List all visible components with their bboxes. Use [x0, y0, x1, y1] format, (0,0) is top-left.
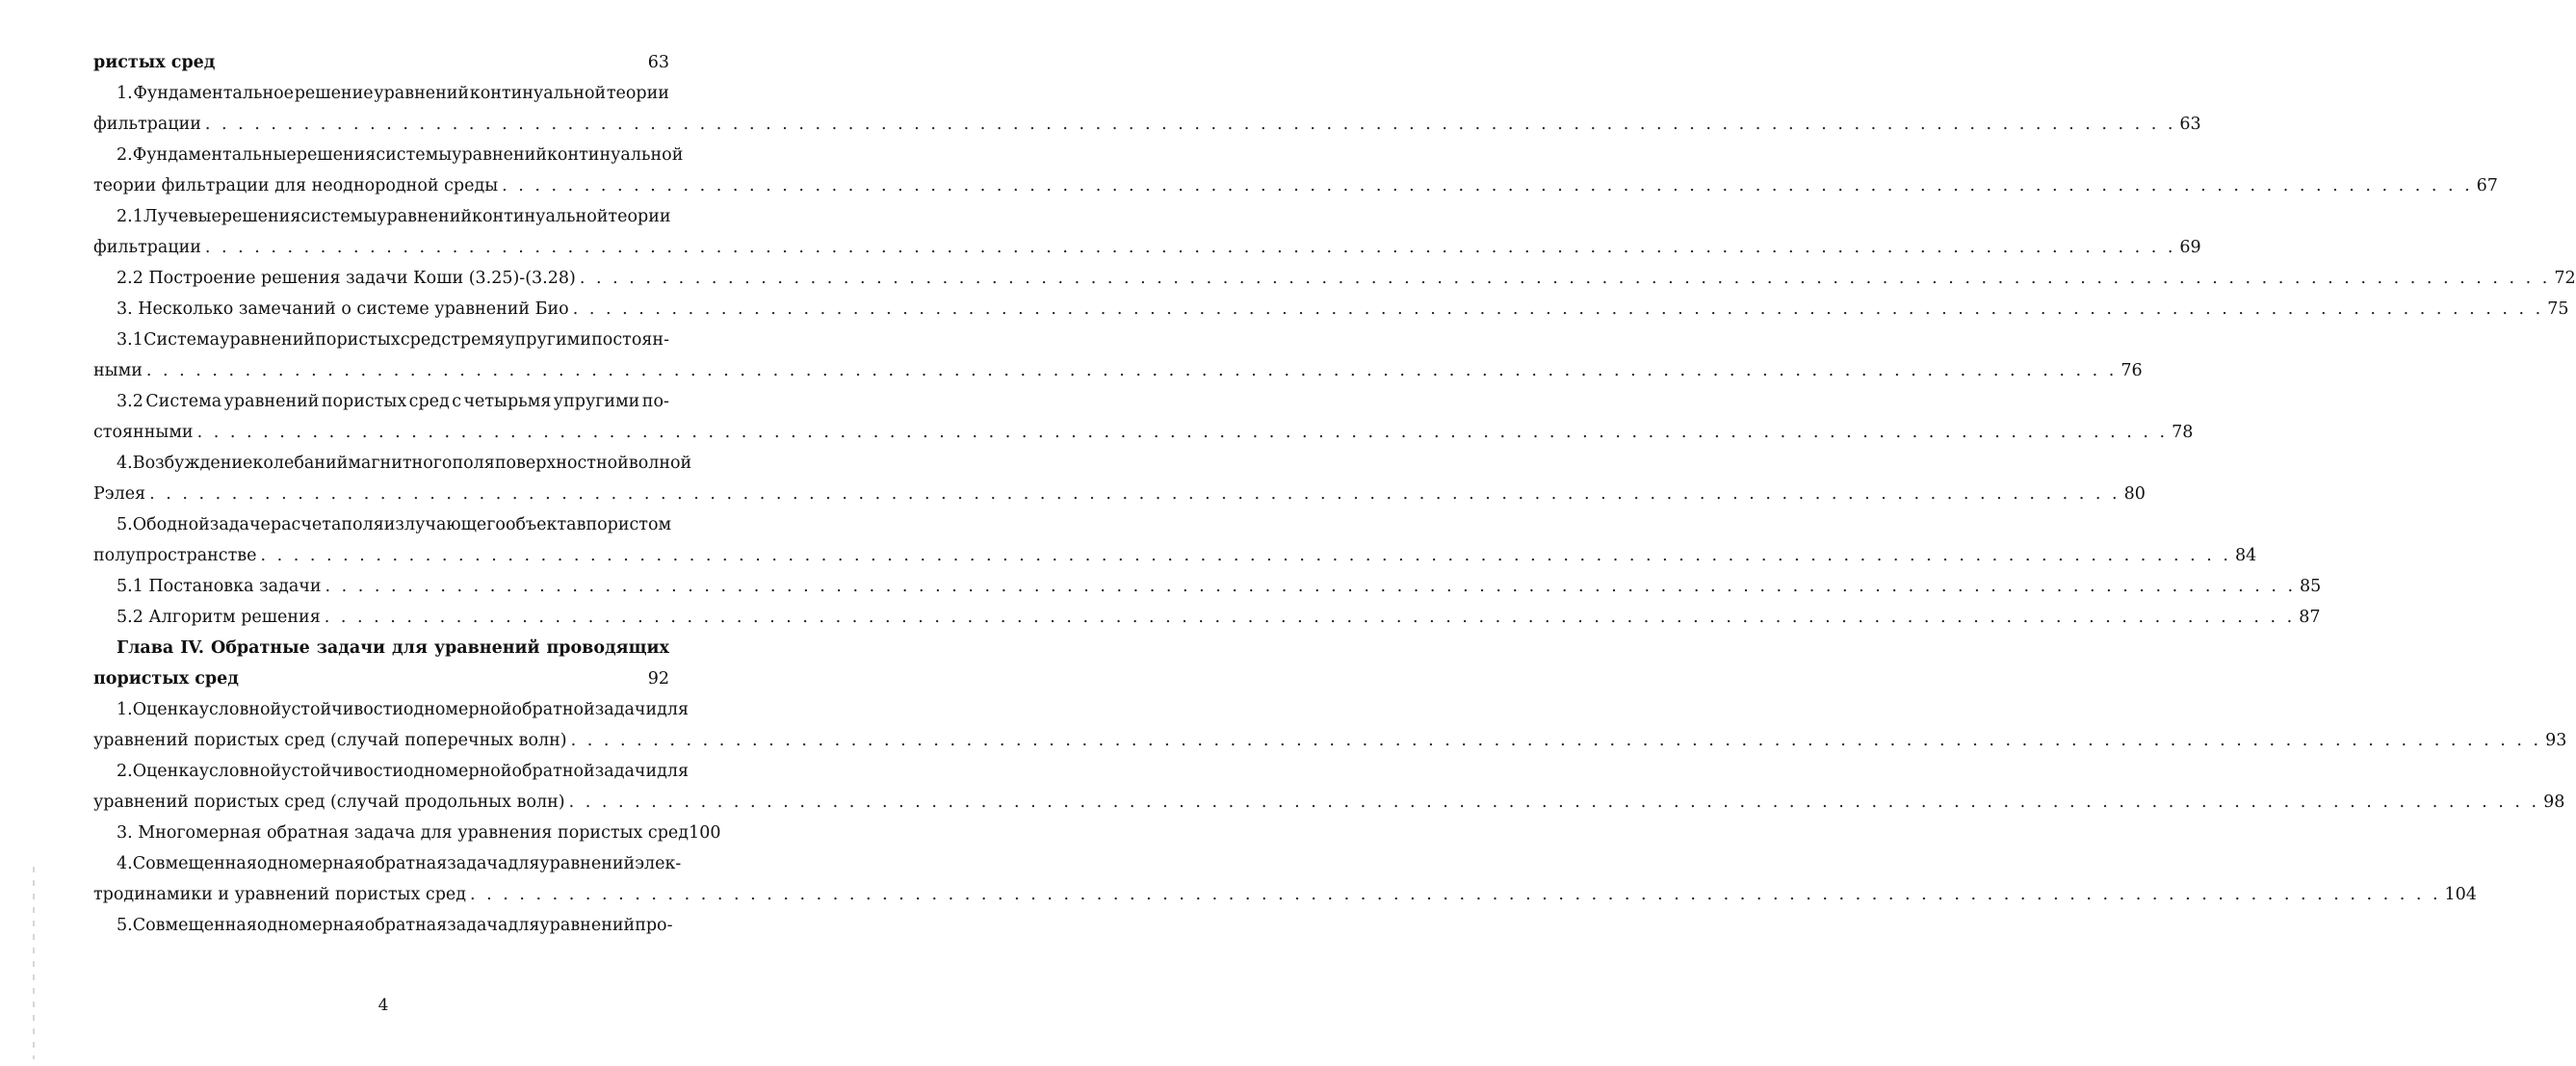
toc-line [93, 535, 2257, 566]
toc-entry-text: ными [93, 361, 143, 380]
toc-page-number: 72 [2554, 269, 2576, 288]
toc-entry-text: уравнений пористых сред (случай продольных волн) [93, 793, 565, 812]
scan-edge-artifact [33, 867, 35, 1059]
toc-line [93, 566, 2322, 597]
leader-dots: . . . . . . . . . . . . . . . . . . . . . . . . . . . . . . . . . . . . . . . . . . . . . . . . . . . . . . . . . . . . . . . . . . . . . . . . . . . . . . . . . . . . . . . . . . . . . . . . . . . . . . . . . . . . . . . . . . . . . . . . [204, 115, 2176, 134]
toc-entry-text: 4. Возбуждение колебаний магнитного поля поверхностной волной [117, 454, 692, 473]
leader-dots: . . . . . . . . . . . . . . . . . . . . . . . . . . . . . . . . . . . . . . . . . . . . . . . . . . . . . . . . . . . . . . . . . . . . . . . . . . . . . . . . . . . . . . . . . . . . . . . . . . . . . . . . . . . . . . . . . . . . . . . . [570, 731, 2542, 750]
toc-entry-text: 2.1 Лучевые решения системы уравнений континуальной теории [117, 207, 671, 226]
leader-dots: . . . . . . . . . . . . . . . . . . . . . . . . . . . . . . . . . . . . . . . . . . . . . . . . . . . . . . . . . . . . . . . . . . . . . . . . . . . . . . . . . . . . . . . . . . . . . . . . . . . . . . . . . . . . . . . . . . . . . . . . [196, 423, 2169, 442]
toc-page-number: 80 [2123, 484, 2146, 504]
toc-line [93, 659, 669, 689]
toc-entry-text: 2. Оценка условной устойчивости одномерной обратной задачи для [117, 762, 690, 781]
toc-line [93, 42, 669, 73]
toc-page-number: 87 [2299, 608, 2321, 627]
toc-entry-text: 5. Об одной задаче расчета поля излучающего объекта в пористом [117, 515, 672, 534]
leader-dots: . . . . . . . . . . . . . . . . . . . . . . . . . . . . . . . . . . . . . . . . . . . . . . . . . . . . . . . . . . . . . . . . . . . . . . . . . . . . . . . . . . . . . . . . . . . . . . . . . . . . . . . . . . . . . . . . . . . . . . . . [572, 299, 2544, 319]
leader-dots: . . . . . . . . . . . . . . . . . . . . . . . . . . . . . . . . . . . . . . . . . . . . . . . . . . . . . . . . . . . . . . . . . . . . . . . . . . . . . . . . . . . . . . . . . . . . . . . . . . . . . . . . . . . . . . . . . . . . . . . . [470, 885, 2441, 904]
toc-line [93, 813, 721, 844]
toc-line [93, 505, 672, 535]
toc-entry-text: 4. Совмещенная одномерная обратная задача для уравнений элек- [117, 854, 682, 873]
leader-dots: . . . . . . . . . . . . . . . . . . . . . . . . . . . . . . . . . . . . . . . . . . . . . . . . . . . . . . . . . . . . . . . . . . . . . . . . . . . . . . . . . . . . . . . . . . . . . . . . . . . . . . . . . . . . . . . . . . . . . . . . [579, 269, 2551, 288]
leader-dots: . . . . . . . . . . . . . . . . . . . . . . . . . . . . . . . . . . . . . . . . . . . . . . . . . . . . . . . . . . . . . . . . . . . . . . . . . . . . . . . . . . . . . . . . . . . . . . . . . . . . . . . . . . . . . . . . . . . . . . . . [260, 546, 2231, 565]
leader-dots: . . . . . . . . . . . . . . . . . . . . . . . . . . . . . . . . . . . . . . . . . . . . . . . . . . . . . . . . . . . . . . . . . . . . . . . . . . . . . . . . . . . . . . . . . . . . . . . . . . . . . . . . . . . . . . . . . . . . . . . . [568, 793, 2540, 812]
page-number: 4 [377, 996, 389, 1015]
toc-line [93, 135, 684, 166]
toc-entry-text: 5.1 Постановка задачи [117, 577, 322, 596]
toc-page-number: 104 [2444, 885, 2477, 904]
toc-line [93, 196, 669, 227]
toc-line [93, 874, 2477, 905]
toc-line [93, 689, 690, 720]
toc-line [93, 320, 669, 351]
toc-page-number: 84 [2235, 546, 2257, 565]
toc-line [93, 782, 2565, 813]
toc-line [93, 751, 690, 782]
toc-entry-text: 2.2 Построение решения задачи Коши (3.25)-(3.28) [117, 269, 576, 288]
toc-line [93, 720, 2567, 751]
toc-line [93, 474, 2146, 505]
toc-page-number: 63 [647, 53, 669, 72]
leader-dots: . . . . . . . . . . . . . . . . . . . . . . . . . . . . . . . . . . . . . . . . . . . . . . . . . . . . . . . . . . . . . . . . . . . . . . . . . . . . . . . . . . . . . . . . . . . . . . . . . . . . . . . . . . . . . . . . . . . . . . . . [145, 361, 2118, 380]
toc-line [93, 412, 2194, 443]
toc-entry-text: уравнений пористых сред (случай поперечных волн) [93, 731, 567, 750]
toc-line [93, 351, 2143, 381]
toc-entry-text: Рэлея [93, 484, 146, 504]
toc-line [93, 597, 2321, 628]
toc-entry-text: Глава IV. Обратные задачи для уравнений проводящих [117, 638, 669, 658]
toc-page-number: 92 [647, 669, 669, 689]
toc-entry-text: теории фильтрации для неоднородной среды [93, 176, 499, 195]
leader-dots: . . . . . . . . . . . . . . . . . . . . . . . . . . . . . . . . . . . . . . . . . . . . . . . . . . . . . . . . . . . . . . . . . . . . . . . . . . . . . . . . . . . . . . . . . . . . . . . . . . . . . . . . . . . . . . . . . . . . . . . . [502, 176, 2473, 195]
toc-entry-text: ристых сред [93, 53, 216, 72]
toc-line [93, 289, 2569, 320]
toc-page-number: 100 [689, 823, 721, 843]
toc-line [93, 628, 669, 659]
toc-line [93, 258, 2576, 289]
toc-line [93, 166, 2498, 196]
toc-entry-text: 3. Несколько замечаний о системе уравнений Био [117, 299, 569, 319]
toc-page-number: 76 [2121, 361, 2143, 380]
toc-entry-text: полупространстве [93, 546, 257, 565]
toc-entry-text: фильтрации [93, 115, 201, 134]
toc-line [93, 104, 2201, 135]
toc-line [93, 73, 669, 104]
leader-dots: . . . . . . . . . . . . . . . . . . . . . . . . . . . . . . . . . . . . . . . . . . . . . . . . . . . . . . . . . . . . . . . . . . . . . . . . . . . . . . . . . . . . . . . . . . . . . . . . . . . . . . . . . . . . . . . . . . . . . . . . [204, 238, 2176, 257]
toc-entry-text: 1. Оценка условной устойчивости одномерной обратной задачи для [117, 700, 690, 719]
toc-entry-text: пористых сред [93, 669, 239, 689]
toc-page-number: 78 [2172, 423, 2194, 442]
toc-line [93, 381, 669, 412]
toc-page-number: 67 [2476, 176, 2498, 195]
toc-line [93, 443, 692, 474]
toc-entry-text: 3.1 Система уравнений пористых сред с тремя упругими постоян- [117, 330, 669, 350]
toc-entry-text: фильтрации [93, 238, 201, 257]
table-of-contents [93, 42, 2576, 936]
toc-line [93, 905, 673, 936]
toc-entry-text: 2. Фундаментальные решения системы уравнений континуальной [117, 145, 684, 165]
toc-line [93, 227, 2201, 258]
toc-page-number: 69 [2179, 238, 2201, 257]
toc-entry-text: 5.2 Алгоритм решения [117, 608, 321, 627]
leader-dots: . . . . . . . . . . . . . . . . . . . . . . . . . . . . . . . . . . . . . . . . . . . . . . . . . . . . . . . . . . . . . . . . . . . . . . . . . . . . . . . . . . . . . . . . . . . . . . . . . . . . . . . . . . . . . . . . . . . . . . . . [149, 484, 2121, 504]
toc-page-number: 85 [2300, 577, 2322, 596]
toc-entry-text: стоянными [93, 423, 194, 442]
leader-dots: . . . . . . . . . . . . . . . . . . . . . . . . . . . . . . . . . . . . . . . . . . . . . . . . . . . . . . . . . . . . . . . . . . . . . . . . . . . . . . . . . . . . . . . . . . . . . . . . . . . . . . . . . . . . . . . . . . . . . . . . [325, 577, 2297, 596]
toc-entry-text: 1. Фундаментальное решение уравнений континуальной теории [117, 84, 669, 103]
toc-page-number: 93 [2545, 731, 2567, 750]
toc-page-number: 98 [2543, 793, 2565, 812]
toc-line [93, 844, 682, 874]
toc-entry-text: 5. Совмещенная одномерная обратная задача для уравнений про- [117, 916, 673, 935]
toc-entry-text: тродинамики и уравнений пористых сред [93, 885, 467, 904]
toc-page-number: 75 [2547, 299, 2569, 319]
toc-entry-text: 3.2 Система уравнений пористых сред с четырьмя упругими по- [117, 392, 669, 411]
toc-page-number: 63 [2179, 115, 2201, 134]
leader-dots: . . . . . . . . . . . . . . . . . . . . . . . . . . . . . . . . . . . . . . . . . . . . . . . . . . . . . . . . . . . . . . . . . . . . . . . . . . . . . . . . . . . . . . . . . . . . . . . . . . . . . . . . . . . . . . . . . . . . . . . . [324, 608, 2296, 627]
toc-entry-text: 3. Многомерная обратная задача для уравнения пористых сред [117, 823, 690, 843]
